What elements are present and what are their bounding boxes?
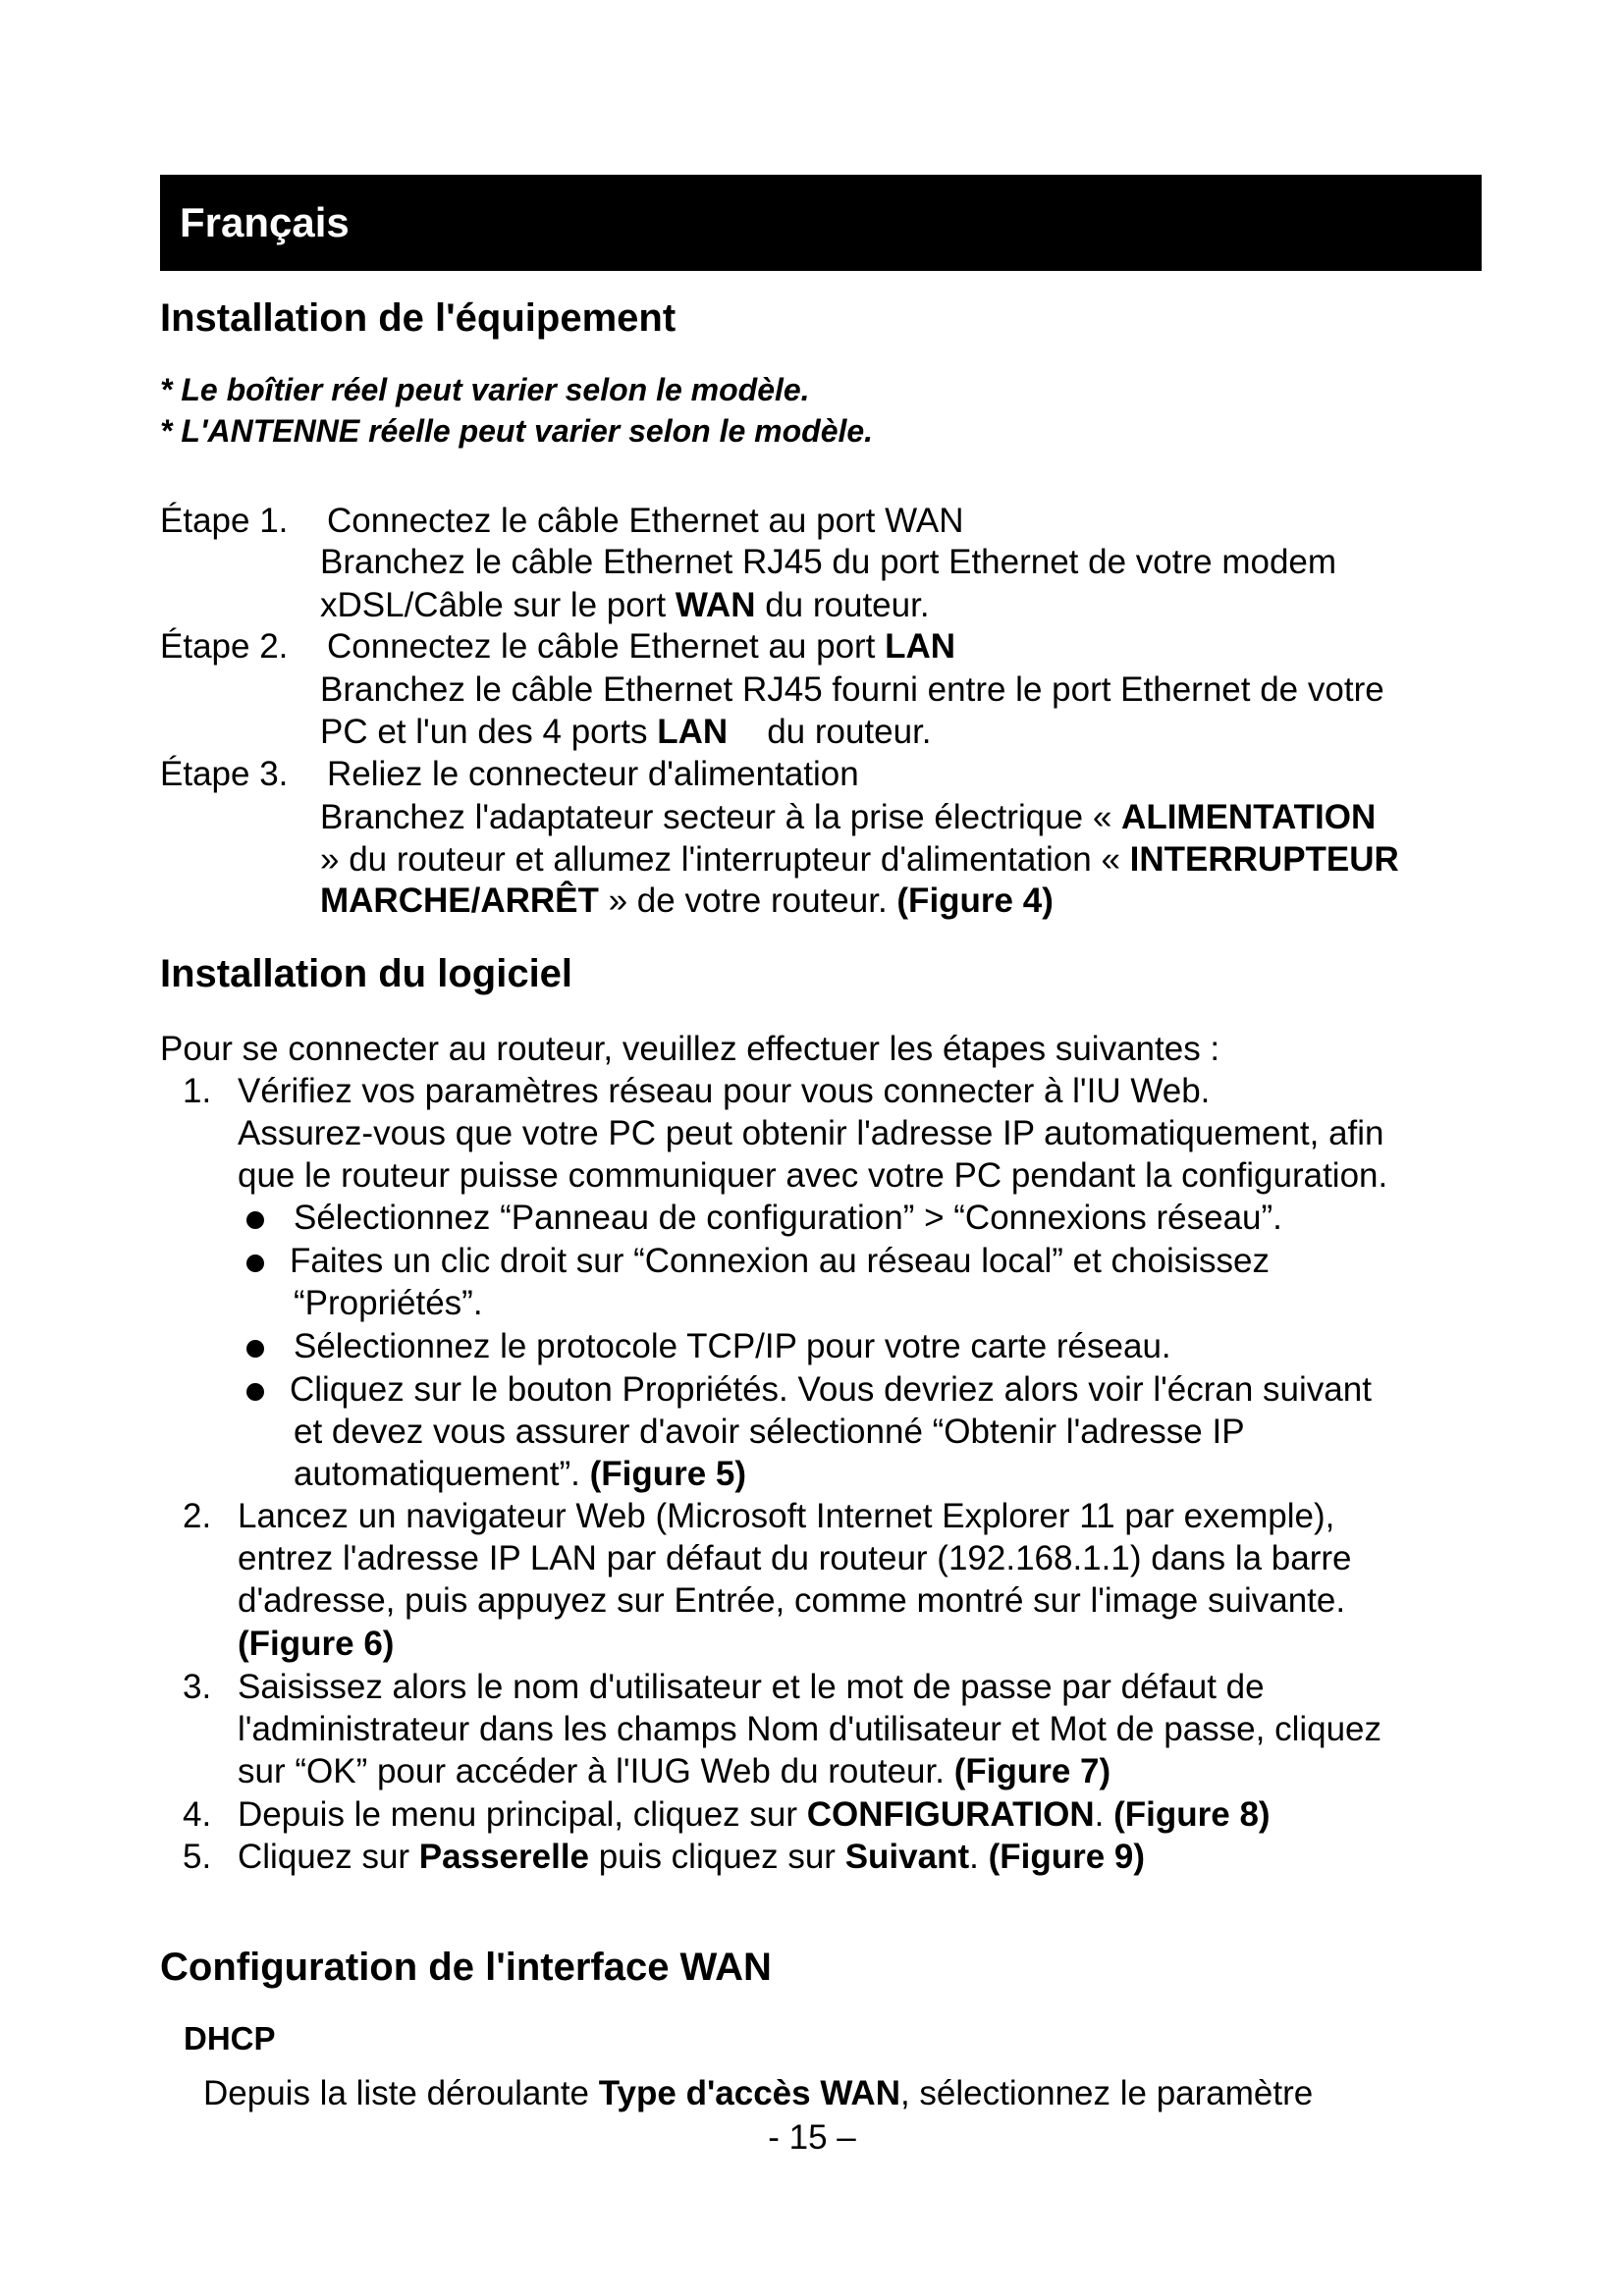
item-1-number: 1. (183, 1072, 212, 1110)
software-intro: Pour se connecter au routeur, veuillez effectuer les étapes suivantes : (160, 1030, 1220, 1068)
bullet-2-line-1: Faites un clic droit sur “Connexion au réseau local” et choisissez (290, 1242, 1270, 1280)
item-3-line-2: l'administrateur dans les champs Nom d'utilisateur et Mot de passe, cliquez (238, 1710, 1382, 1748)
item-2-figure-ref: (Figure 6) (238, 1625, 395, 1663)
note-case: * Le boîtier réel peut varier selon le modèle. (160, 372, 810, 407)
step-2-heading: Connectez le câble Ethernet au port LAN (327, 627, 956, 666)
step-2-line-1: Branchez le câble Ethernet RJ45 fourni entre le port Ethernet de votre (320, 670, 1384, 709)
item-1-line-2: Assurez-vous que votre PC peut obtenir l'adresse IP automatiquement, afin (238, 1114, 1384, 1152)
step-1-line-2: xDSL/Câble sur le port WAN du routeur. (320, 586, 930, 624)
step-3-line-2: » du routeur et allumez l'interrupteur d'alimentation « INTERRUPTEUR (320, 840, 1399, 879)
bullet-4-line-3: automatiquement”. (Figure 5) (294, 1455, 747, 1493)
dhcp-subtitle: DHCP (184, 2020, 276, 2056)
bullet-1-dot (246, 1211, 264, 1229)
hardware-section-title: Installation de l'équipement (160, 296, 677, 340)
bullet-4-dot (246, 1383, 264, 1401)
item-1-line-3: que le routeur puisse communiquer avec votre PC pendant la configuration. (238, 1156, 1388, 1195)
step-1-line-1: Branchez le câble Ethernet RJ45 du port Ethernet de votre modem (320, 543, 1337, 581)
bullet-3-dot (246, 1340, 264, 1358)
item-4-text: Depuis le menu principal, cliquez sur CONFIGURATION. (Figure 8) (238, 1795, 1271, 1834)
step-3-heading: Reliez le connecteur d'alimentation (327, 755, 859, 793)
step-1-label: Étape 1. (160, 502, 289, 540)
wan-dhcp-text: Depuis la liste déroulante Type d'accès WAN, sélectionnez le paramètre (203, 2074, 1314, 2112)
language-banner (160, 175, 1482, 271)
bullet-3-text: Sélectionnez le protocole TCP/IP pour votre carte réseau. (294, 1327, 1171, 1365)
bullet-4-line-2: et devez vous assurer d'avoir sélectionné “Obtenir l'adresse IP (294, 1413, 1245, 1451)
bullet-1-text: Sélectionnez “Panneau de configuration” > “Connexions réseau”. (294, 1199, 1282, 1237)
step-2-label: Étape 2. (160, 627, 289, 666)
item-3-line-1: Saisissez alors le nom d'utilisateur et le mot de passe par défaut de (238, 1668, 1265, 1706)
step-2-line-2: PC et l'un des 4 ports LAN du routeur. (320, 713, 932, 751)
step-3-line-3: MARCHE/ARRÊT » de votre routeur. (Figure 4) (320, 881, 1054, 920)
item-4-number: 4. (183, 1795, 212, 1834)
software-section-title: Installation du logiciel (160, 952, 573, 995)
step-3-line-1: Branchez l'adaptateur secteur à la prise électrique « ALIMENTATION (320, 798, 1377, 836)
item-1-line-1: Vérifiez vos paramètres réseau pour vous connecter à l'IU Web. (238, 1072, 1211, 1110)
bullet-2-dot (246, 1255, 264, 1272)
step-1-heading: Connectez le câble Ethernet au port WAN (327, 502, 964, 540)
language-title: Français (180, 199, 350, 245)
note-antenna: * L'ANTENNE réelle peut varier selon le modèle. (160, 413, 874, 449)
item-5-number: 5. (183, 1838, 212, 1876)
item-2-number: 2. (183, 1497, 212, 1535)
item-3-number: 3. (183, 1668, 212, 1706)
item-2-line-1: Lancez un navigateur Web (Microsoft Internet Explorer 11 par exemple), (238, 1497, 1335, 1535)
step-3-label: Étape 3. (160, 755, 289, 793)
item-3-line-3: sur “OK” pour accéder à l'IUG Web du routeur. (Figure 7) (238, 1752, 1111, 1790)
page-number: - 15 – (768, 2118, 856, 2157)
bullet-4-line-1: Cliquez sur le bouton Propriétés. Vous devriez alors voir l'écran suivant (290, 1370, 1372, 1409)
item-2-line-3: d'adresse, puis appuyez sur Entrée, comme montré sur l'image suivante. (238, 1581, 1346, 1620)
item-5-text: Cliquez sur Passerelle puis cliquez sur Suivant. (Figure 9) (238, 1838, 1146, 1876)
bullet-2-line-2: “Propriétés”. (294, 1284, 483, 1322)
wan-section-title: Configuration de l'interface WAN (160, 1946, 772, 1989)
item-2-line-2: entrez l'adresse IP LAN par défaut du routeur (192.168.1.1) dans la barre (238, 1539, 1352, 1577)
